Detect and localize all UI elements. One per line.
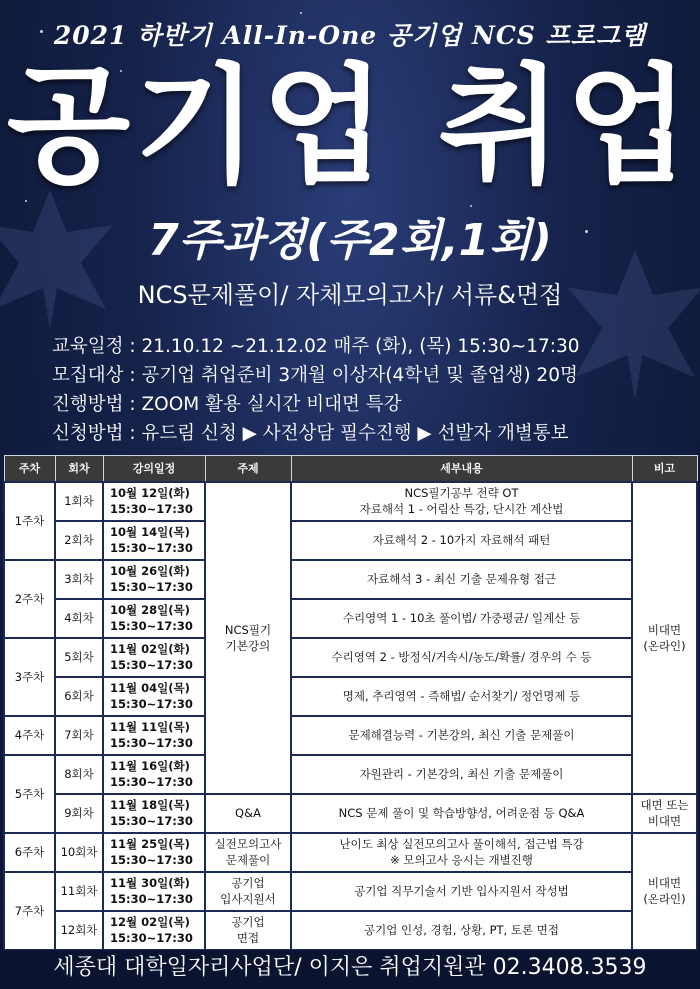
time-text: 15:30~17:30 <box>110 502 193 516</box>
session-cell: 12회차 <box>55 911 103 950</box>
program-subtitle: 2021 하반기 All-In-One 공기업 NCS 프로그램 <box>53 21 647 50</box>
topic-text: 공기업 면접 <box>231 915 265 945</box>
detail-text: 수리영역 1 - 10초 풀이법/ 가중평균/ 일계산 등 <box>342 611 581 625</box>
topic-text: Q&A <box>235 806 261 820</box>
session-cell: 4회차 <box>55 599 103 638</box>
date-text: 11월 02일(화) <box>110 642 190 656</box>
topic-text: NCS필기 기본강의 <box>224 622 272 653</box>
date-cell <box>103 599 205 638</box>
header-session: 회차 <box>55 456 103 482</box>
table-header-row <box>4 456 697 482</box>
topic-text: 실전모의고사 문제풀이 <box>214 837 282 867</box>
note-cell <box>632 482 697 794</box>
time-text: 15:30~17:30 <box>110 931 193 945</box>
table-row <box>4 755 697 794</box>
date-cell <box>103 521 205 560</box>
detail-text: NCS필기공부 전략 OT 자료해석 1 - 어림산 특강, 단시간 계산법 <box>359 486 564 516</box>
time-text: 15:30~17:30 <box>110 697 193 711</box>
date-cell <box>103 911 205 950</box>
date-cell <box>103 872 205 911</box>
detail-text: 자료해석 3 - 최신 기출 문제유형 접근 <box>367 572 556 586</box>
date-text: 10월 12일(화) <box>110 486 190 500</box>
detail-cell <box>291 833 632 872</box>
header-topic: 주제 <box>205 456 291 482</box>
date-cell <box>103 755 205 794</box>
detail-cell <box>291 716 632 755</box>
week-cell: 3주차 <box>4 638 55 716</box>
date-text: 10월 28일(목) <box>110 603 190 617</box>
detail-text: 자원관리 - 기본강의, 최신 기출 문제풀이 <box>359 767 564 781</box>
contact-footer: 세종대 대학일자리사업단/ 이지은 취업지원관 02.3408.3539 <box>0 950 700 989</box>
note-text: 비대면 (온라인) <box>643 622 686 653</box>
detail-text: 문제해결능력 - 기본강의, 최신 기출 문제풀이 <box>348 728 575 742</box>
week-cell: 5주차 <box>4 755 55 833</box>
detail-cell <box>291 521 632 560</box>
time-text: 15:30~17:30 <box>110 814 193 828</box>
week-cell: 7주차 <box>4 872 55 950</box>
week-cell: 6주차 <box>4 833 55 872</box>
topic-cell <box>205 794 291 833</box>
table-row <box>4 677 697 716</box>
topic-cell <box>205 833 291 872</box>
date-text: 11월 18일(목) <box>110 798 190 812</box>
session-cell: 6회차 <box>55 677 103 716</box>
date-cell <box>103 482 205 521</box>
date-text: 10월 14일(목) <box>110 525 190 539</box>
table-row <box>4 521 697 560</box>
detail-cell <box>291 560 632 599</box>
detail-cell <box>291 482 632 521</box>
week-cell: 4주차 <box>4 716 55 755</box>
session-cell: 2회차 <box>55 521 103 560</box>
detail-text: 자료해석 2 - 10가지 자료해석 패턴 <box>372 533 551 547</box>
table-row <box>4 482 697 521</box>
info-schedule: 교육일정 : 21.10.12 ~21.12.02 매주 (화), (목) 15:30~17:30 <box>52 336 580 357</box>
detail-text: NCS 문제 풀이 및 학습방향성, 어려운점 등 Q&A <box>338 806 585 820</box>
star-decoration <box>470 205 472 207</box>
date-text: 11월 25일(목) <box>110 837 190 851</box>
time-text: 15:30~17:30 <box>110 892 193 906</box>
date-text: 11월 04일(목) <box>110 681 190 695</box>
star-decoration <box>300 12 302 14</box>
time-text: 15:30~17:30 <box>110 775 193 789</box>
info-method: 진행방법 : ZOOM 활용 실시간 비대면 특강 <box>52 394 402 415</box>
week-cell: 2주차 <box>4 560 55 638</box>
table-row <box>4 599 697 638</box>
header-detail: 세부내용 <box>291 456 632 482</box>
header-week: 주차 <box>4 456 55 482</box>
date-text: 11월 11일(목) <box>110 720 190 734</box>
header-note: 비고 <box>632 456 697 482</box>
session-cell: 8회차 <box>55 755 103 794</box>
schedule-table <box>3 455 698 951</box>
table-row <box>4 716 697 755</box>
session-cell: 1회차 <box>55 482 103 521</box>
detail-cell <box>291 794 632 833</box>
time-text: 15:30~17:30 <box>110 736 193 750</box>
detail-cell <box>291 599 632 638</box>
time-text: 15:30~17:30 <box>110 853 193 867</box>
note-cell <box>632 833 697 950</box>
detail-text: 명제, 추리영역 - 즉해법/ 순서찾기/ 정언명제 등 <box>342 689 581 703</box>
table-row <box>4 833 697 872</box>
date-cell <box>103 677 205 716</box>
page-title: 공기업 취업 <box>6 52 694 201</box>
session-cell: 7회차 <box>55 716 103 755</box>
course-topics: NCS문제풀이/ 자체모의고사/ 서류&면접 <box>137 281 563 309</box>
time-text: 15:30~17:30 <box>110 541 193 555</box>
detail-cell <box>291 638 632 677</box>
table-row <box>4 638 697 677</box>
table-row <box>4 911 697 950</box>
info-target: 모집대상 : 공기업 취업준비 3개월 이상자(4학년 및 졸업생) 20명 <box>52 365 578 386</box>
topic-text: 공기업 입사지원서 <box>220 876 276 906</box>
detail-text: 공기업 직무기술서 기반 입사지원서 작성법 <box>354 884 569 898</box>
note-cell <box>632 794 697 833</box>
detail-text: 난이도 최상 실전모의고사 풀이해석, 접근법 특강 ※ 모의고사 응시는 개별진행 <box>339 837 584 867</box>
date-cell <box>103 833 205 872</box>
table-row <box>4 560 697 599</box>
date-text: 11월 16일(화) <box>110 759 190 773</box>
detail-cell <box>291 755 632 794</box>
date-text: 11월 30일(화) <box>110 876 190 890</box>
session-cell: 11회차 <box>55 872 103 911</box>
info-block <box>52 332 692 448</box>
session-cell: 10회차 <box>55 833 103 872</box>
table-row <box>4 872 697 911</box>
session-cell: 9회차 <box>55 794 103 833</box>
date-cell <box>103 560 205 599</box>
date-text: 12월 02일(목) <box>110 915 190 929</box>
session-cell: 3회차 <box>55 560 103 599</box>
date-text: 10월 26일(화) <box>110 564 190 578</box>
date-cell <box>103 638 205 677</box>
time-text: 15:30~17:30 <box>110 580 193 594</box>
detail-cell <box>291 911 632 950</box>
date-cell <box>103 794 205 833</box>
session-cell: 5회차 <box>55 638 103 677</box>
topic-cell <box>205 482 291 794</box>
table-row <box>4 794 697 833</box>
header-date: 강의일정 <box>103 456 205 482</box>
time-text: 15:30~17:30 <box>110 619 193 633</box>
detail-cell <box>291 677 632 716</box>
detail-text: 공기업 인성, 경험, 상황, PT, 토론 면접 <box>364 923 559 937</box>
course-length: 7주과정(주2회,1회) <box>148 215 552 266</box>
date-cell <box>103 716 205 755</box>
detail-cell <box>291 872 632 911</box>
topic-cell <box>205 911 291 950</box>
topic-cell <box>205 872 291 911</box>
detail-text: 수리영역 2 - 방정식/거속시/농도/확률/ 경우의 수 등 <box>331 650 592 664</box>
note-text: 대면 또는 비대면 <box>640 798 689 828</box>
note-text: 비대면 (온라인) <box>643 876 686 906</box>
time-text: 15:30~17:30 <box>110 658 193 672</box>
week-cell: 1주차 <box>4 482 55 560</box>
info-apply: 신청방법 : 유드림 신청 ▶ 사전상담 필수진행 ▶ 선발자 개별통보 <box>52 423 569 444</box>
